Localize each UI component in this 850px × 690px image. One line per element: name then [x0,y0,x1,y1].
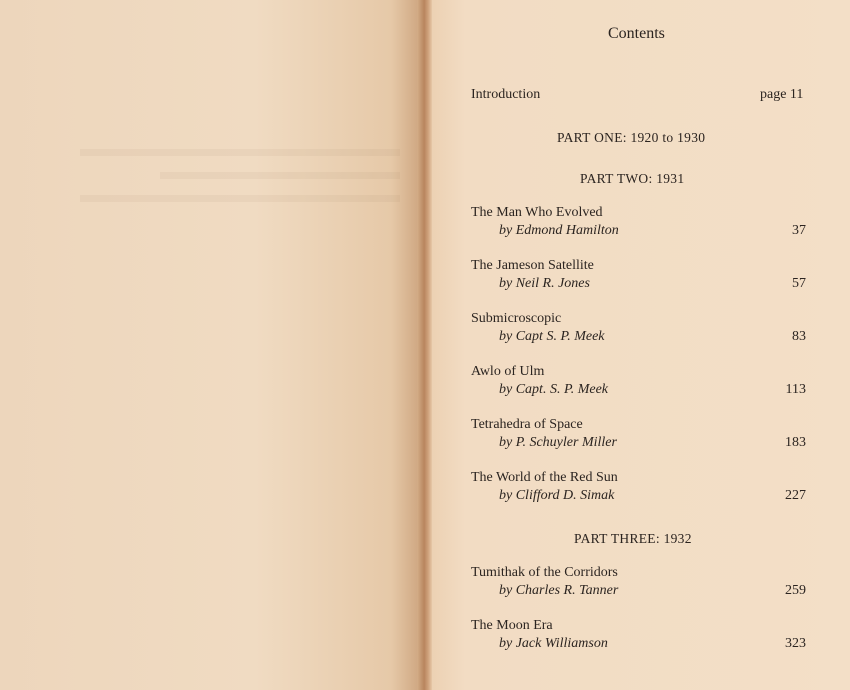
page-title: Contents [608,25,665,42]
bleed-through-text [70,133,400,202]
entry-page: 183 [785,435,806,450]
entry-page: 57 [792,276,806,291]
entry-title: The World of the Red Sun [471,470,618,485]
part-three-heading: PART THREE: 1932 [574,531,692,546]
entry-title: Submicroscopic [471,311,562,326]
entry-title: The Moon Era [471,618,553,633]
entry-page: 83 [792,329,806,344]
entry-page: 113 [785,382,806,397]
part-one-heading: PART ONE: 1920 to 1930 [557,130,706,145]
entry-page: 227 [785,488,806,503]
entry-author: by P. Schuyler Miller [499,435,617,450]
part-two-heading: PART TWO: 1931 [580,171,685,186]
entry-author: by Edmond Hamilton [499,223,619,238]
entry-page: 323 [785,636,806,651]
entry-title: The Man Who Evolved [471,205,603,220]
entry-author: by Capt. S. P. Meek [499,382,608,397]
entry-page: 259 [785,583,806,598]
entry-author: by Charles R. Tanner [499,583,619,598]
introduction-page: page 11 [760,87,804,102]
entry-author: by Clifford D. Simak [499,488,615,503]
entry-author: by Jack Williamson [499,636,608,651]
entry-title: The Jameson Satellite [471,258,594,273]
entry-title: Tumithak of the Corridors [471,565,618,580]
entry-author: by Neil R. Jones [499,276,590,291]
entry-title: Tetrahedra of Space [471,417,583,432]
entry-title: Awlo of Ulm [471,364,545,379]
introduction-label: Introduction [471,87,541,102]
book-spine [417,0,433,690]
entry-author: by Capt S. P. Meek [499,329,605,344]
entry-page: 37 [792,223,806,238]
